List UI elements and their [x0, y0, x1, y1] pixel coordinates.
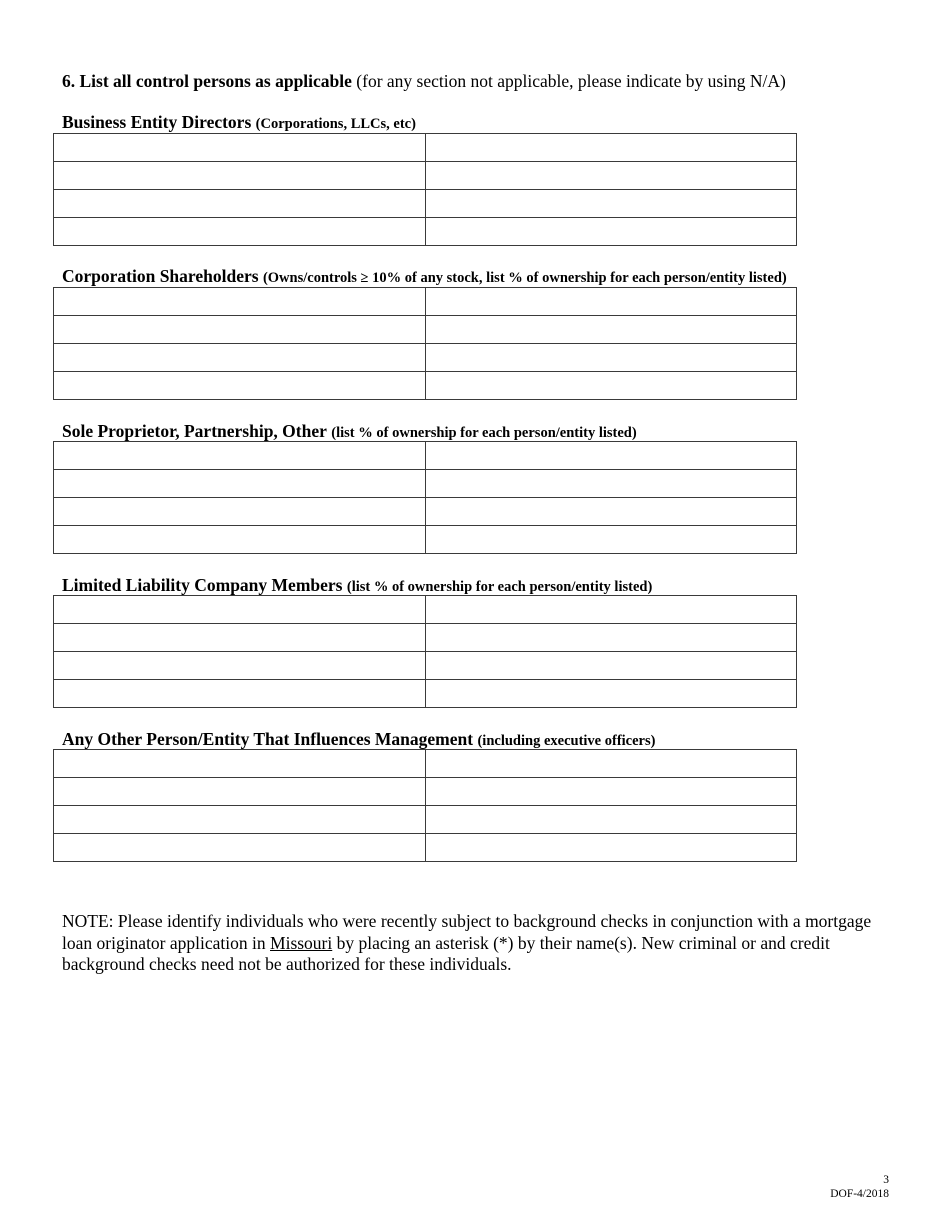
table-row	[54, 596, 797, 624]
background-check-note	[62, 911, 892, 976]
form-code: DOF-4/2018	[830, 1187, 889, 1200]
table-row	[54, 498, 797, 526]
shareholders-table	[53, 287, 797, 400]
table-cell[interactable]	[54, 652, 426, 680]
table-title-directors: Business Entity Directors (Corporations, LLCs, etc)	[62, 112, 416, 132]
table-row	[54, 344, 797, 372]
table-cell[interactable]	[426, 316, 797, 344]
table-cell[interactable]	[54, 750, 426, 778]
page-number: 3	[883, 1174, 889, 1186]
table-cell[interactable]	[426, 134, 797, 162]
table-row	[54, 162, 797, 190]
table-cell[interactable]	[426, 442, 797, 470]
note-text-after: by placing an asterisk (*) by their name(s). New criminal or and credit background checks need not be authorized for these individuals.	[62, 932, 830, 974]
table-cell[interactable]	[54, 218, 426, 246]
table-row	[54, 624, 797, 652]
table-cell[interactable]	[426, 750, 797, 778]
table-cell[interactable]	[426, 288, 797, 316]
other-persons-table	[53, 749, 797, 862]
table-title-shareholders: Corporation Shareholders (Owns/controls ≥ 10% of any stock, list % of ownership for each person/entity listed)	[62, 266, 787, 286]
table-row	[54, 190, 797, 218]
table-cell[interactable]	[426, 778, 797, 806]
table-cell[interactable]	[426, 834, 797, 862]
table-cell[interactable]	[426, 218, 797, 246]
table-row	[54, 526, 797, 554]
table-cell[interactable]	[54, 680, 426, 708]
table-cell[interactable]	[54, 442, 426, 470]
table-cell[interactable]	[426, 680, 797, 708]
table-cell[interactable]	[54, 834, 426, 862]
table-cell[interactable]	[54, 470, 426, 498]
table-cell[interactable]	[426, 470, 797, 498]
table-row	[54, 834, 797, 862]
table-cell[interactable]	[426, 596, 797, 624]
table-cell[interactable]	[54, 134, 426, 162]
table-row	[54, 442, 797, 470]
table-cell[interactable]	[426, 162, 797, 190]
table-row	[54, 806, 797, 834]
directors-table	[53, 133, 797, 246]
table-cell[interactable]	[54, 344, 426, 372]
table-row	[54, 750, 797, 778]
section-heading-note: (for any section not applicable, please indicate by using N/A)	[356, 71, 786, 91]
table-cell[interactable]	[426, 498, 797, 526]
table-row	[54, 372, 797, 400]
table-row	[54, 652, 797, 680]
section-heading-bold: 6. List all control persons as applicable	[62, 71, 352, 91]
table-cell[interactable]	[54, 778, 426, 806]
table-cell[interactable]	[426, 806, 797, 834]
table-row	[54, 778, 797, 806]
table-row	[54, 680, 797, 708]
table-cell[interactable]	[426, 624, 797, 652]
note-state: Missouri	[270, 932, 333, 953]
table-cell[interactable]	[54, 526, 426, 554]
table-cell[interactable]	[54, 624, 426, 652]
sole-proprietor-table	[53, 441, 797, 554]
table-cell[interactable]	[54, 596, 426, 624]
page-footer	[830, 1174, 889, 1201]
table-cell[interactable]	[54, 316, 426, 344]
table-title-llc-members: Limited Liability Company Members (list % of ownership for each person/entity listed)	[62, 575, 653, 595]
table-cell[interactable]	[54, 372, 426, 400]
table-cell[interactable]	[54, 498, 426, 526]
table-row	[54, 134, 797, 162]
table-cell[interactable]	[426, 526, 797, 554]
table-row	[54, 316, 797, 344]
table-cell[interactable]	[426, 372, 797, 400]
table-cell[interactable]	[426, 190, 797, 218]
llc-members-table	[53, 595, 797, 708]
table-row	[54, 218, 797, 246]
table-cell[interactable]	[54, 806, 426, 834]
table-row	[54, 288, 797, 316]
note-text-before: NOTE: Please identify individuals who were recently subject to background checks in conjunction with a mortgage loan originator application in	[62, 911, 872, 953]
section-heading	[62, 71, 786, 92]
table-cell[interactable]	[426, 344, 797, 372]
table-cell[interactable]	[54, 190, 426, 218]
table-cell[interactable]	[426, 652, 797, 680]
table-title-sole-proprietor: Sole Proprietor, Partnership, Other (list % of ownership for each person/entity listed)	[62, 421, 637, 441]
table-row	[54, 470, 797, 498]
table-title-other-persons: Any Other Person/Entity That Influences Management (including executive officers)	[62, 729, 656, 749]
table-cell[interactable]	[54, 288, 426, 316]
table-cell[interactable]	[54, 162, 426, 190]
